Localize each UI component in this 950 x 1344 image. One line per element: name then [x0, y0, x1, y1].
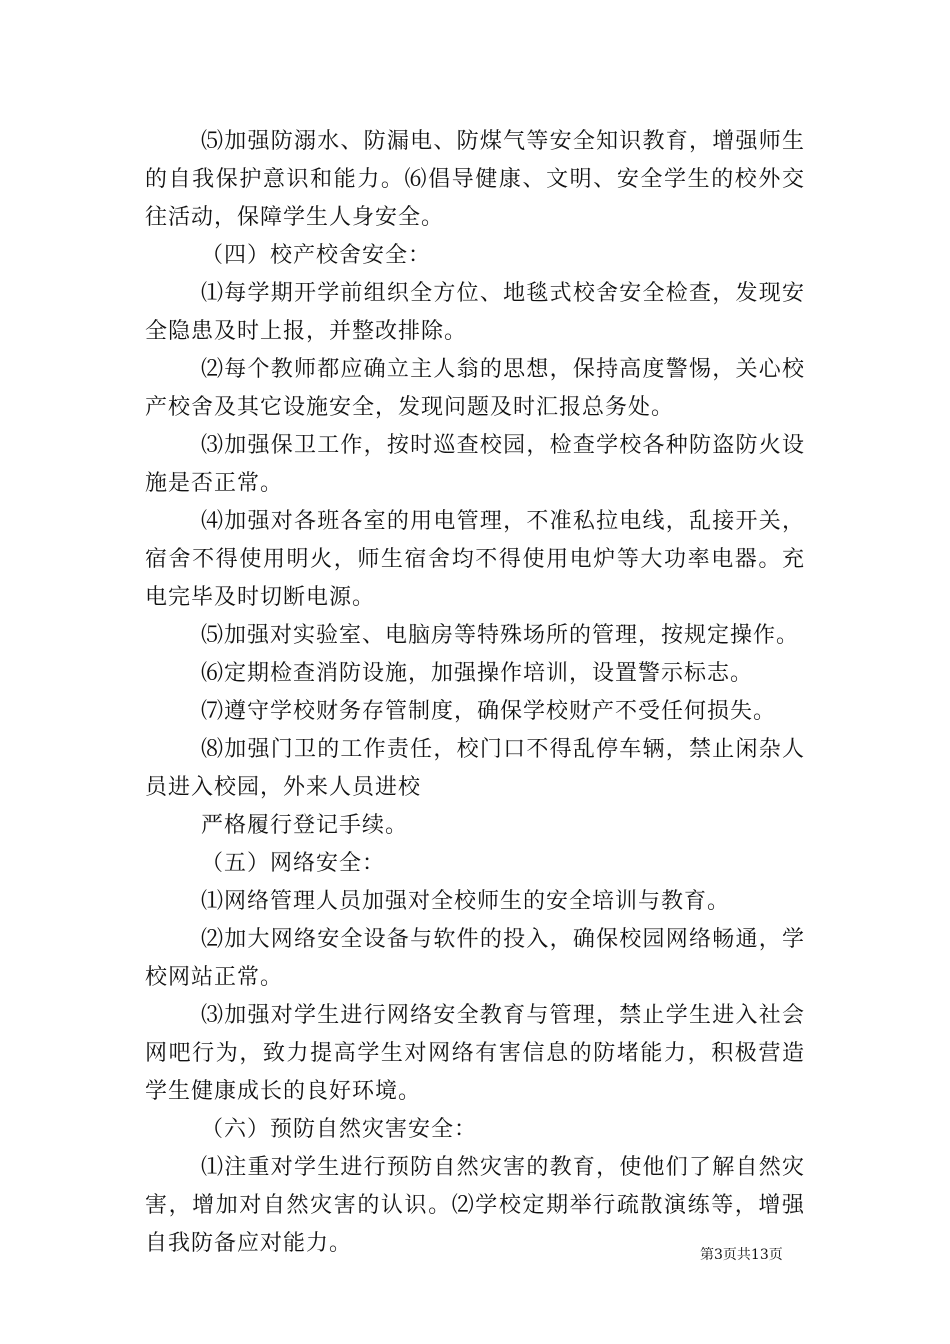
paragraph: ⑵每个教师都应确立主人翁的思想，保持高度警惕，关心校产校舍及其它设施安全，发现问题及时汇报总务处。 — [145, 357, 805, 420]
paragraph: ⑻加强门卫的工作责任，校门口不得乱停车辆，禁止闲杂人员进入校园，外来人员进校 — [145, 737, 805, 800]
section-heading: （六）预防自然灾害安全： — [201, 1117, 478, 1142]
document-body — [145, 123, 805, 1263]
paragraph: ⑶加强对学生进行网络安全教育与管理，禁止学生进入社会网吧行为，致力提高学生对网络有害信息的防堵能力，积极营造学生健康成长的良好环境。 — [145, 1003, 805, 1104]
section-heading: （四）校产校舍安全： — [201, 243, 432, 268]
paragraph: ⑸加强对实验室、电脑房等特殊场所的管理，按规定操作。 — [201, 623, 800, 648]
paragraph: 严格履行登记手续。 — [201, 813, 409, 838]
paragraph: ⑴注重对学生进行预防自然灾害的教育，使他们了解自然灾害，增加对自然灾害的认识。⑵学校定期举行疏散演练等，增强自我防备应对能力。 — [145, 1155, 805, 1256]
paragraph: ⑶加强保卫工作，按时巡查校园，检查学校各种防盗防火设施是否正常。 — [145, 433, 805, 496]
paragraph: ⑸加强防溺水、防漏电、防煤气等安全知识教育，增强师生的自我保护意识和能力。⑹倡导健康、文明、安全学生的校外交往活动，保障学生人身安全。 — [145, 129, 805, 230]
paragraph: ⑵加大网络安全设备与软件的投入，确保校园网络畅通，学校网站正常。 — [145, 927, 805, 990]
section-heading: （五）网络安全： — [201, 851, 386, 876]
paragraph: ⑹定期检查消防设施，加强操作培训，设置警示标志。 — [201, 661, 754, 686]
paragraph: ⑴网络管理人员加强对全校师生的安全培训与教育。 — [201, 889, 731, 914]
paragraph: ⑺遵守学校财务存管制度，确保学校财产不受任何损失。 — [201, 699, 777, 724]
paragraph: ⑴每学期开学前组织全方位、地毯式校舍安全检查，发现安全隐患及时上报，并整改排除。 — [145, 281, 805, 344]
paragraph: ⑷加强对各班各室的用电管理，不准私拉电线，乱接开关，宿舍不得使用明火，师生宿舍均不得使用电炉等大功率电器。充电完毕及时切断电源。 — [145, 509, 805, 610]
page-number: 第3页共13页 — [700, 1247, 783, 1263]
